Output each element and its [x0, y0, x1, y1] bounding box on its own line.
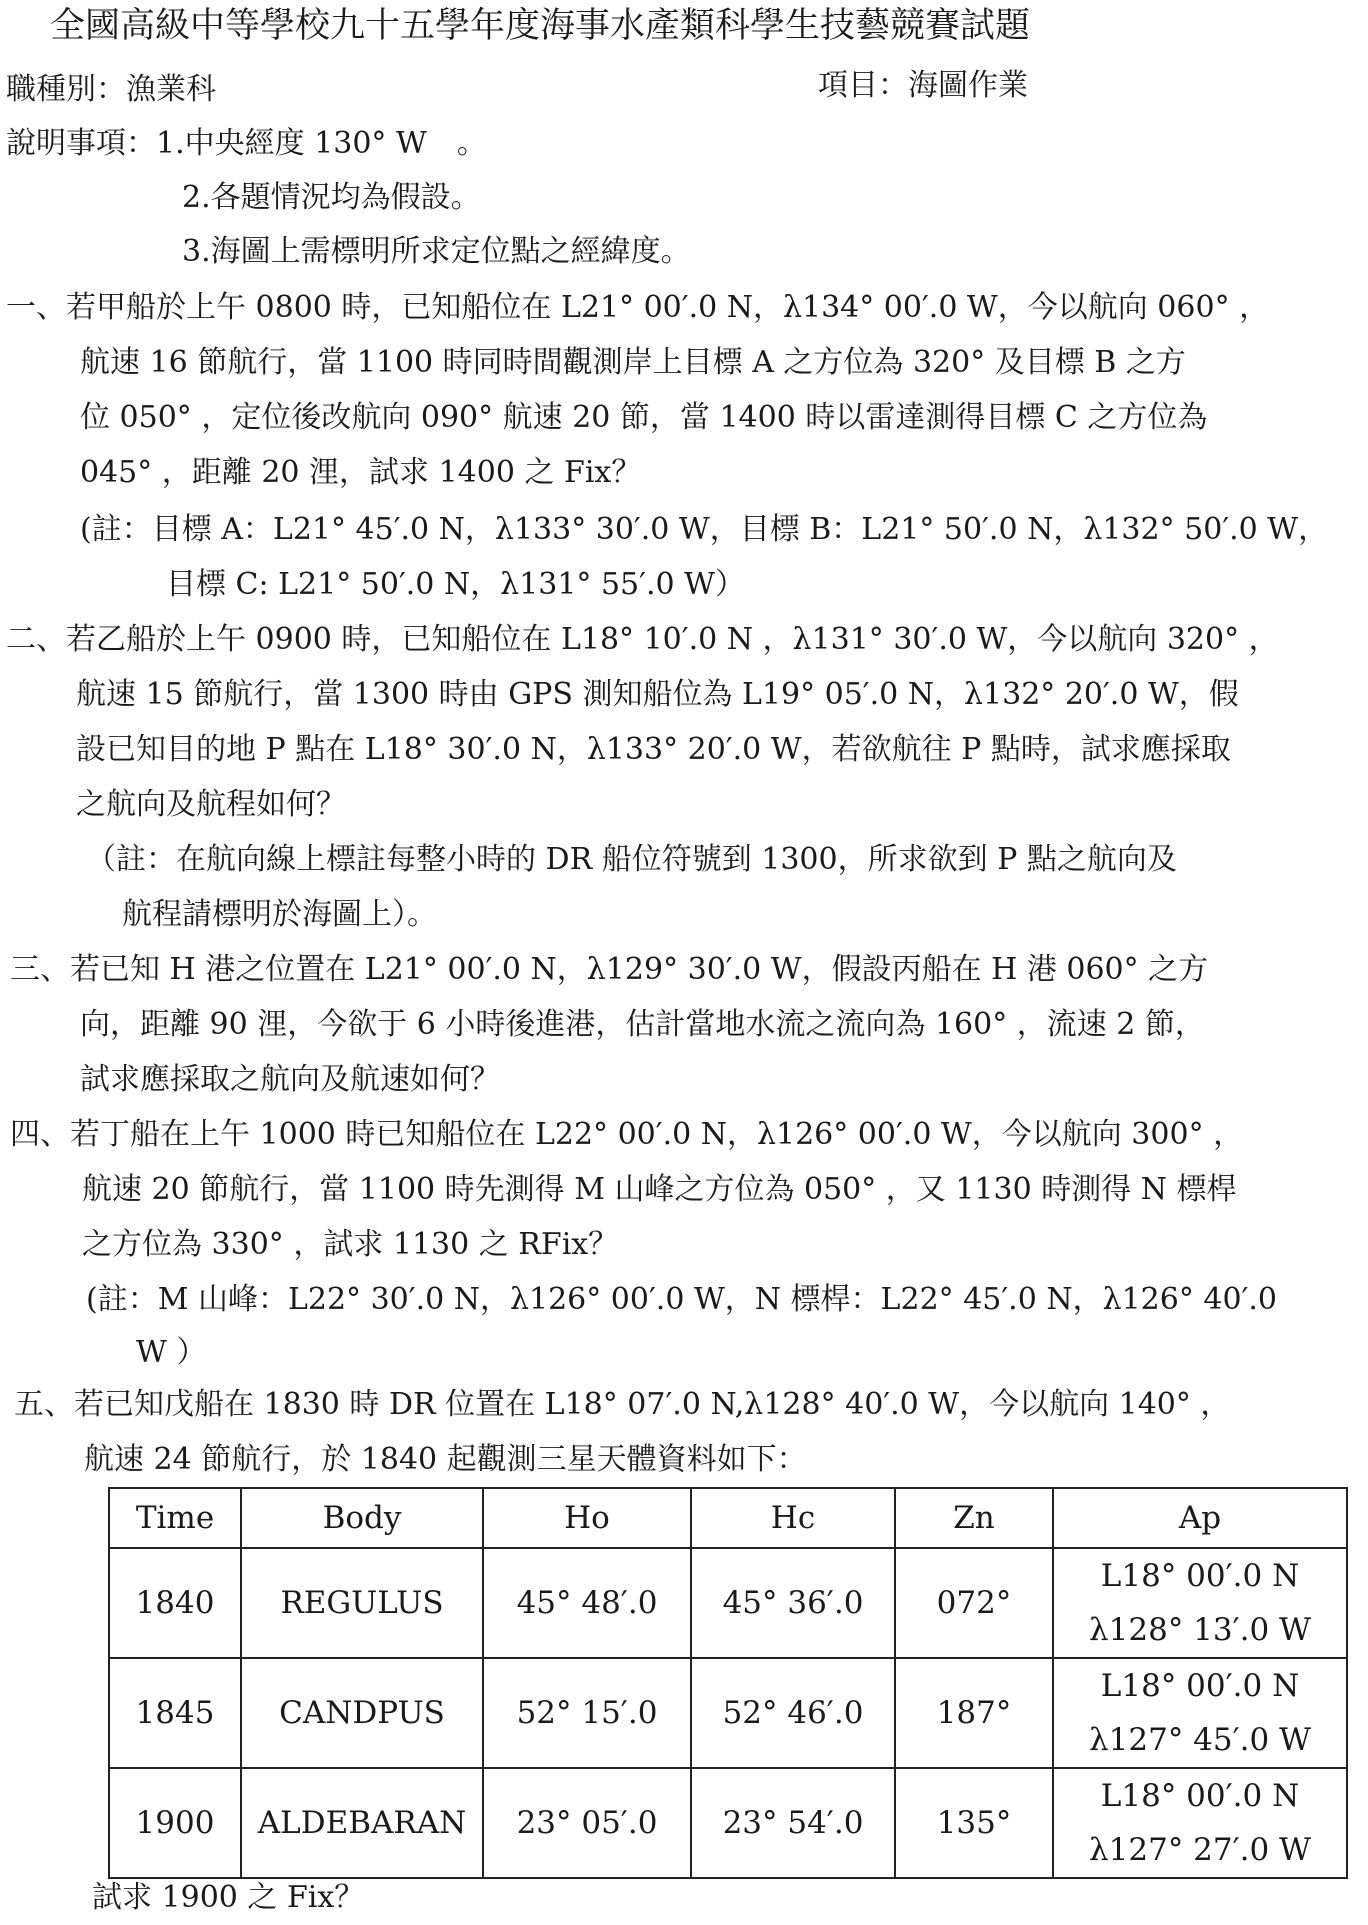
q2-line: 之航向及航程如何？ [76, 787, 346, 822]
page-title: 全國高級中等學校九十五學年度海事水產類科學生技藝競賽試題 [50, 6, 1031, 46]
q2-line: 二、若乙船於上午 0900 時，已知船位在 L18° 10′.0 N ，λ131° 30′.0 W，今以航向 320° ， [6, 622, 1279, 657]
q5-line: 五、若已知戊船在 1830 時 DR 位置在 L18° 07′.0 N,λ128° 40′.0 W，今以航向 140° ， [14, 1387, 1231, 1422]
q1-line: 045° ，距離 20 浬，試求 1400 之 Fix？ [80, 455, 642, 490]
ap-latitude: L18° 00′.0 N [1100, 1668, 1300, 1704]
q4-line: 之方位為 330° ，試求 1130 之 RFix？ [82, 1227, 619, 1262]
cell-time: 1845 [109, 1658, 241, 1768]
ap-longitude: λ128° 13′.0 W [1089, 1612, 1311, 1648]
cell-zn: 187° [895, 1658, 1053, 1768]
q2-line: 航速 15 節航行，當 1300 時由 GPS 測知船位為 L19° 05′.0 N，λ132° 20′.0 W，假 [76, 677, 1239, 712]
q3-line: 三、若已知 H 港之位置在 L21° 00′.0 N，λ129° 30′.0 W，假設丙船在 H 港 060° 之方 [10, 952, 1209, 987]
table-header-row [109, 1488, 1347, 1548]
cell-zn: 072° [895, 1548, 1053, 1658]
q1-note: (註：目標 A：L21° 45′.0 N，λ133° 30′.0 W，目標 B：L21° 50′.0 N，λ132° 50′.0 W， [80, 512, 1329, 547]
cell-hc: 45° 36′.0 [691, 1548, 895, 1658]
table-row [109, 1658, 1347, 1768]
instruction-3: 3.海圖上需標明所求定位點之經緯度。 [182, 234, 691, 269]
ap-longitude: λ127° 27′.0 W [1089, 1832, 1311, 1868]
final-question: 試求 1900 之 Fix？ [92, 1880, 365, 1915]
category-label: 職種別：漁業科 [6, 72, 216, 107]
cell-zn: 135° [895, 1768, 1053, 1878]
table-row [109, 1548, 1347, 1658]
cell-ho: 45° 48′.0 [483, 1548, 691, 1658]
q2-note: 航程請標明於海圖上）。 [122, 897, 437, 932]
q5-line: 航速 24 節航行，於 1840 起觀測三星天體資料如下： [84, 1442, 807, 1477]
q4-note: W ） [136, 1335, 207, 1370]
col-header-ap: Ap [1053, 1488, 1347, 1548]
q2-note: （註：在航向線上標註每整小時的 DR 船位符號到 1300，所求欲到 P 點之航向及 [86, 842, 1177, 877]
col-header-hc: Hc [691, 1488, 895, 1548]
col-header-ho: Ho [483, 1488, 691, 1548]
cell-ap [1053, 1658, 1347, 1768]
cell-ap [1053, 1768, 1347, 1878]
cell-time: 1900 [109, 1768, 241, 1878]
q1-line: 位 050° ，定位後改航向 090° 航速 20 節，當 1400 時以雷達測得目標 C 之方位為 [80, 400, 1208, 435]
instruction-1: 說明事項：1.中央經度 130° W 。 [6, 126, 487, 161]
q1-line: 航速 16 節航行，當 1100 時同時間觀測岸上目標 A 之方位為 320° 及目標 B 之方 [80, 345, 1186, 380]
cell-hc: 52° 46′.0 [691, 1658, 895, 1768]
ap-longitude: λ127° 45′.0 W [1089, 1722, 1311, 1758]
cell-hc: 23° 54′.0 [691, 1768, 895, 1878]
cell-body: ALDEBARAN [241, 1768, 483, 1878]
q4-line: 四、若丁船在上午 1000 時已知船位在 L22° 00′.0 N，λ126° 00′.0 W，今以航向 300° ， [10, 1117, 1244, 1152]
q3-line: 試求應採取之航向及航速如何？ [80, 1062, 500, 1097]
cell-time: 1840 [109, 1548, 241, 1658]
q3-line: 向，距離 90 浬，今欲于 6 小時後進港，估計當地水流之流向為 160° ，流速 2 節， [80, 1007, 1205, 1042]
observation-table [108, 1487, 1348, 1879]
col-header-body: Body [241, 1488, 483, 1548]
q1-note: 目標 C: L21° 50′.0 N，λ131° 55′.0 W） [166, 567, 745, 602]
item-label: 項目：海圖作業 [818, 68, 1028, 103]
q4-line: 航速 20 節航行，當 1100 時先測得 M 山峰之方位為 050° ，又 1130 時測得 N 標桿 [82, 1172, 1237, 1207]
q4-note: (註：M 山峰：L22° 30′.0 N，λ126° 00′.0 W，N 標桿：L22° 45′.0 N，λ126° 40′.0 [86, 1282, 1278, 1317]
ap-latitude: L18° 00′.0 N [1100, 1558, 1300, 1594]
ap-latitude: L18° 00′.0 N [1100, 1778, 1300, 1814]
cell-ho: 52° 15′.0 [483, 1658, 691, 1768]
cell-ap [1053, 1548, 1347, 1658]
col-header-zn: Zn [895, 1488, 1053, 1548]
q1-line: 一、若甲船於上午 0800 時，已知船位在 L21° 00′.0 N，λ134° 00′.0 W，今以航向 060° ， [6, 290, 1270, 325]
cell-body: REGULUS [241, 1548, 483, 1658]
col-header-time: Time [109, 1488, 241, 1548]
q2-line: 設已知目的地 P 點在 L18° 30′.0 N，λ133° 20′.0 W，若欲航往 P 點時，試求應採取 [76, 732, 1231, 767]
table-row [109, 1768, 1347, 1878]
cell-ho: 23° 05′.0 [483, 1768, 691, 1878]
instruction-2: 2.各題情況均為假設。 [182, 180, 481, 215]
cell-body: CANDPUS [241, 1658, 483, 1768]
